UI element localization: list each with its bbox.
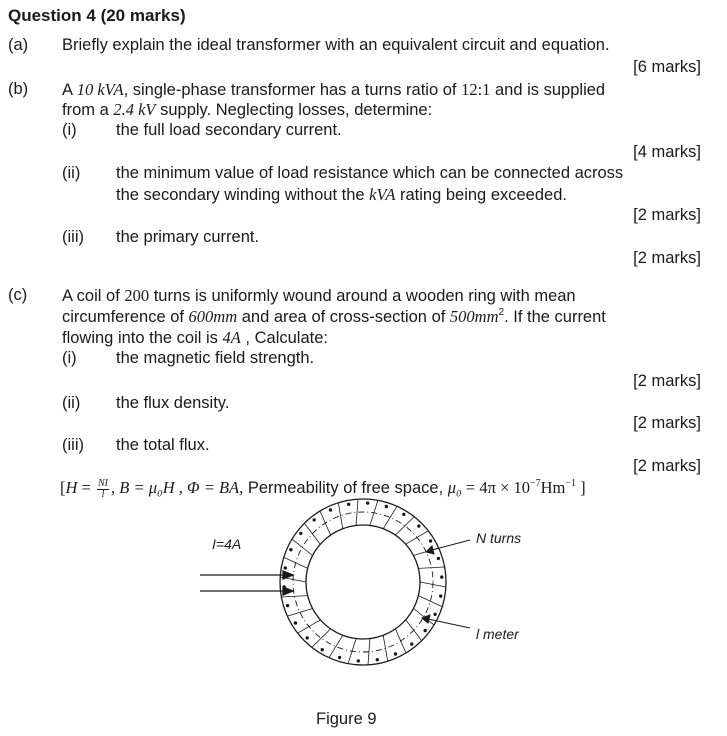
winding-turn	[395, 629, 406, 653]
part-b-ii-label: (ii)	[62, 164, 81, 182]
winding-turn	[356, 499, 358, 525]
winding-turn	[406, 531, 429, 544]
part-b-line2: from a 2.4 kV supply. Neglecting losses, determine:	[62, 100, 433, 119]
winding-turn	[284, 557, 308, 568]
winding-dot	[424, 629, 427, 632]
part-a-label: (a)	[8, 36, 29, 54]
part-c-line1: A coil of 200 turns is uniformly wound around a wooden ring with mean	[62, 286, 576, 305]
winding-dot	[366, 502, 369, 505]
part-c-iii-marks: [2 marks]	[633, 457, 701, 475]
winding-turn	[320, 511, 331, 535]
winding-dot	[321, 648, 324, 651]
winding-turn	[338, 503, 343, 529]
fraction: $\frac{NI}{l}$	[97, 477, 108, 500]
winding-dot	[286, 604, 289, 607]
part-c-label: (c)	[8, 286, 28, 304]
part-b-i-text: the full load secondary current.	[116, 121, 342, 139]
winding-turn	[418, 596, 442, 607]
winding-dot	[411, 643, 414, 646]
winding-dot	[385, 505, 388, 508]
winding-dot	[439, 595, 442, 598]
part-c-i-marks: [2 marks]	[633, 372, 701, 390]
winding-turn	[383, 635, 388, 661]
part-c-i-text: the magnetic field strength.	[116, 349, 315, 367]
part-b-ii-marks: [2 marks]	[633, 206, 701, 224]
part-c-line3: flowing into the coil is 4A , Calculate:	[62, 328, 328, 347]
part-b-i-label: (i)	[62, 121, 77, 139]
part-b-label: (b)	[8, 80, 29, 98]
winding-turn	[312, 629, 331, 648]
winding-dot	[418, 525, 421, 528]
part-c-i-label: (i)	[62, 349, 77, 367]
part-b-iii-text: the primary current.	[116, 228, 260, 246]
current-arrow-out	[200, 587, 293, 595]
part-c-iii-text: the total flux.	[116, 436, 210, 454]
coil-windings	[280, 499, 446, 665]
winding-turn	[298, 620, 321, 633]
winding-turn	[414, 609, 435, 625]
part-a-marks: [6 marks]	[633, 58, 701, 76]
part-b-i-marks: [4 marks]	[633, 143, 701, 161]
part-b-iii-label: (iii)	[62, 228, 84, 246]
winding-turn	[383, 506, 397, 528]
winding-turn	[287, 609, 312, 617]
winding-dot	[437, 557, 440, 560]
winding-turn	[329, 635, 343, 657]
part-c-line2: circumference of 600mm and area of cross-section of $500mm^2$. If the current	[62, 307, 606, 326]
question-title: Question 4 (20 marks)	[8, 6, 186, 25]
winding-dot	[347, 503, 350, 506]
winding-dot	[441, 576, 444, 579]
winding-dot	[434, 613, 437, 616]
winding-dot	[429, 540, 432, 543]
winding-dot	[394, 653, 397, 656]
part-c-ii-label: (ii)	[62, 394, 81, 412]
part-c-ii-text: the flux density.	[116, 394, 230, 412]
winding-dot	[338, 656, 341, 659]
winding-turn	[395, 517, 414, 536]
part-a-text: Briefly explain the ideal transformer with an equivalent circuit and equation.	[62, 36, 610, 54]
figure-caption: Figure 9	[316, 710, 377, 728]
part-c-iii-label: (iii)	[62, 436, 84, 454]
winding-dot	[283, 586, 286, 589]
winding-turn	[292, 539, 313, 555]
n-turns-label: N turns	[476, 530, 522, 546]
l-meter-label: l meter	[476, 626, 519, 642]
n-turns-pointer	[426, 540, 470, 554]
winding-dot	[290, 548, 293, 551]
part-c-ii-marks: [2 marks]	[633, 414, 701, 432]
winding-dot	[403, 513, 406, 516]
current-label: I=4A	[212, 536, 242, 552]
winding-dot	[376, 658, 379, 661]
current-arrow-in	[200, 571, 293, 579]
winding-dot	[306, 637, 309, 640]
formula-line: [H = $\frac{NI}{l}$ , B = μ₀H , Φ = BA, Permeability of free space, $\mu_0 = 4\pi \times 10^{-7}Hm^{-1}$ ]	[60, 477, 586, 500]
part-b-ii-line1: the minimum value of load resistance which can be connected across	[116, 164, 624, 182]
winding-dot	[300, 532, 303, 535]
part-b-line1: A 10 kVA, single-phase transformer has a turns ratio of 12:1 and is supplied	[62, 80, 606, 99]
winding-dot	[313, 519, 316, 522]
winding-dot	[284, 567, 287, 570]
part-b-ii-line2: the secondary winding without the kVA rating being exceeded.	[116, 185, 567, 204]
winding-dot	[294, 622, 297, 625]
winding-dot	[357, 660, 360, 663]
winding-dot	[329, 509, 332, 512]
part-b-iii-marks: [2 marks]	[633, 249, 701, 267]
